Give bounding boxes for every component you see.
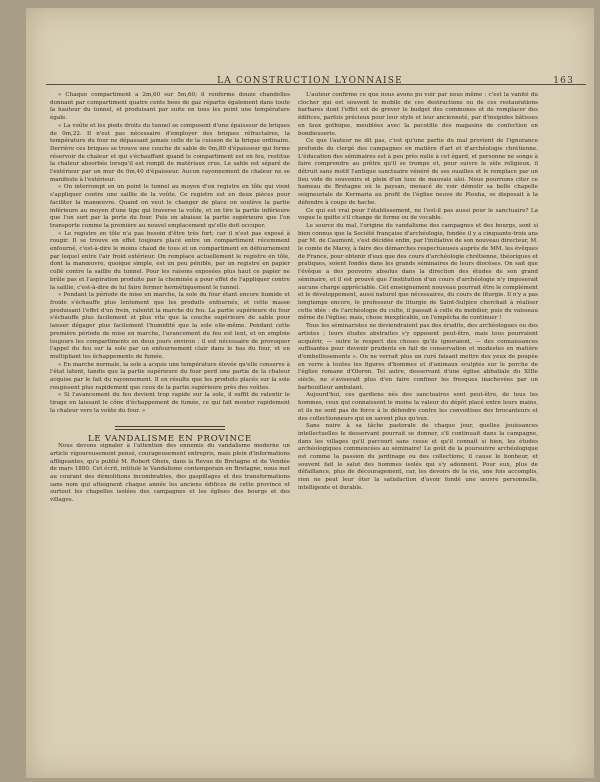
section-divider (115, 426, 225, 430)
right-column (298, 92, 538, 493)
paragraph: « En marche normale, la sole a acquis une température élevée qu'elle conserve à l'état latent, tandis que la partie supérieure du four perd une partie de la chaleur acquise par le fait du rayonnement. Il en résulte que les produits placés sur la sole rougissent plus rapidement que ceux de la partie supérieure près des voûtes. (50, 361, 290, 391)
page-header (46, 76, 574, 90)
section-title: LE VANDALISME EN PROVINCE (87, 433, 252, 444)
paragraph: « La voûte et les pieds droits du tunnel se composent d'une épaisseur de briques de 0m,22. Il n'est pas nécessaire d'employer des briques réfractaires, la température du four ne dépassant jamais celle de la cuisson de la brique ordinaire. Derrière ces briques se trouve une couche de sable de 0m,80 d'épaisseur qui forme réservoir de chaleur et qui s'échauffant quand le compartiment est en feu, restitue la chaleur absorbée lorsqu'il est rempli de matériaux crus. Le sable est séparé de l'extérieur par un mur de 0m,40 d'épaisseur. Aucun rayonnement de chaleur ne se manifeste à l'extérieur. (50, 122, 290, 183)
page-number: 163 (553, 76, 574, 86)
paragraph: Ce que l'auteur ne dit pas, c'est qu'une partie du mal provient de l'ignorance profonde du clergé des campagnes en matière d'art et d'archéologie chrétienne. L'éducation des séminaires est à peu près nulle à cet égard, et personne ne songe à faire comprendre au prêtre qu'il se trompe et, pour suivre le zèle religieux, il détruit sans motif l'antique sanctuaire vénéré de ses ouailles et le remplace par un lieu vide de souvenirs et plein d'un luxe de mauvais aloi. Nous pourrions citer ce hameau de Bretagne où le paysan, menacé de voir démolir sa belle chapelle seigneuriale de Kermaria au profit de l'église neuve de Plouha, se disposait à la défendre à coups de hache. (298, 138, 538, 206)
paragraph: « Si l'avancement du feu devient trop rapide sur la sole, il suffit de ralentir le tirage en laissant le cône d'échappement de fumée, ce qui fait monter rapidement la chaleur vers la voûte du four. » (50, 392, 290, 414)
paragraph: Nous devons signaler à l'attention des ennemis du vandalisme moderne un article vigoureusement pensé, courageusement entrepris, mais plein d'informations affligeantes, qu'a publié M. Robert Oheix, dans la Revue de Bretagne et de Vendée de mars 1880. Cet écrit, intitulé le Vandalisme contemporain en Bretagne, nous met au courant des démolitions incombrables, des gaspillages et des transformations sans nom qui atteignent chaque année les anciens édifices de cette province et surtout les chapelles isolées des campagnes et les églises des bourgs et des villages. (50, 443, 290, 504)
paragraph: Aujourd'hui, ces gardiens nés des sanctuaires sont peut-être, de tous les hommes, ceux qui connaissent le moins la valeur du dépôt placé entre leurs mains, et ils ne sont pas de force à le défendre contre les convoitises des brocanteurs et des collectionneurs qui en savent plus qu'eux. (298, 392, 538, 422)
paragraph: Ce qui est vrai pour l'établissement, ne l'est-il pas aussi pour le sanctuaire? La vogue le quitte s'il change de forme ou de vocable. (298, 207, 538, 222)
left-column (50, 92, 290, 505)
paragraph: « Chaque compartiment a 2m,60 sur 5m,60; il renferme douze chandelles donnant par compartiment quatre cents bees de gaz répartis également dans toute la hauteur du tunnel, et produisant par suite en tous les point une température égale. (50, 92, 290, 122)
paragraph: Le source du mal, l'origine du vandalisme des campagnes et des bourgs, sont si bien connus que la Société française d'archéologie, fondée il y a cinquante-trois ans par M. de Caumont, s'est décidée enfin, par l'initiative de son nouveau directeur, M. le comte de Marsy, à faire des démarches respectueuses auprès de MM. les évêques de France, pour obtenir d'eux que des cours d'archéologie chrétienne, théoriques et pratiques, soient fondés dans les grands séminaires de leurs diocèses. On sait que l'évêque a des pouvoirs absolus dans la direction des études de son grand séminaire, et il est prouvé que l'institution d'un cours d'archéologie n'y imposerait aucune charge appréciable. Cet enseignement nouveau pourrait être le complément et le développement, aussi naturel que nécessaires, du cours de liturgie. Il n'y a pas longtemps encore, le professeur de liturgie de Saint-Sulpice cherchait à réaliser cette idée : de l'archéologie du culte, il passait à celle du mobilier, puis du vaisseau même de l'église; mais, chose inexplicable, on l'empêcha de continuer ! (298, 222, 538, 322)
header-rule (46, 84, 586, 85)
paragraph: Sans nuire à sa tâche pastorale de chaque jour, quelles jouissances intellectuelles le desservant pourrait se donner, s'il continuait dans la campagne, dans les villages qu'il parcourt sans cesse et qu'il connaît si bien, les études archéologiques commencées au séminaire! Le goût de la poursuivre archéologique est comme la passion du jardinage ou des collections; il cause le bonheur, et souvent fait le salut des hommes isolés qui s'y adonnent. Pour eux, plus de défaillance, plus de découragement, car, les devoirs de la vie, une fois accomplis, rien ne peut leur ôter la satisfaction d'avoir fondé une œuvre personnelle, intelligente et durable. (298, 423, 538, 491)
journal-title: LA CONSTRUCTION LYONNAISE (217, 76, 403, 86)
paragraph: « Pendant la période de mise en marche, la sole du four étant encore humide et froide s'échauffe plus lentement que les produits enfournés, et cette masse produisant l'effet d'un frein, ralentit la marche du feu. La partie supérieure du four s'échauffe plus facilement et plus vite que la couche supérieure de sable pour laisser dégager plus facilement l'humidité que la sole elle-même. Pendant cette première période de mise en marche, l'avancement du feu est lent, et on emploie toujours les compartiments en deux jours environ : il est nécessaire de provoquer l'appel du feu sur la sole par un enfournement clair dans le bas du four, et en multipliant les échappements de fumée. (50, 292, 290, 360)
paragraph: Tous les séminaristes ne deviendraient pas des érudits, des archéologues ou des artistes ; leurs études abstraites s'y opposent peut-être, mais tous pourraient acquérir, — outre le respect des choses qu'ils ignoraient, — des connaissances suffisantes pour devenir prudents en fait de conservation et modestes en matière d'embellissements ». On ne verrait plus un curé faisant mettre des yeux de poupée en verre à toutes les figures d'hommes et d'animaux sculptés sur le porche de l'église romane d'Oloron. Tel autre, desservant d'une église abbatiale du XIIIe siècle, ne s'aviserait plus d'en faire confiner les fresques inachevées par un barbouilleur ambulant. (298, 323, 538, 391)
paragraph: « On interrompt en un point le tunnel au moyen d'un registre en tôle qui vient s'appliquer contre une saillie de la voûte. Ce registre est en deux pièces pour faciliter la manœuvre. Quand on veut le changer de place on soulève la partie inférieure au moyen d'une tige qui traverse la voûte, et on tire la partie inférieure que l'on sort par la porte du four. Puis on abaisse la partie supérieure que l'on transporte comme la première au nouvel emplacement qu'elle doit occuper. (50, 184, 290, 229)
paragraph: L'auteur confirme ce que nous avons pu voir par nous même : c'est la vanité du clocher qui est souvent le mobile de ces destructions ou de ces restaurations barbares dont l'effet est de grever le budget des communes et de remplacer des édifices, parfois précieux pour leur style et leur ancienneté, par d'insipides bâtisses en faux gothique, meublées avec la pacotille des magasins de confection en bondieuserie. (298, 92, 538, 137)
paragraph: « Le registre en tôle n'a pas besoin d'être très fort; car il n'est pas exposé à rougir. Il se trouve en effet toujours placé entre un compartiment récemment enfourné, c'est-à-dire le moins chaud de tous et un compartiment en défournement par lequel entre l'air froid extérieur. On remplace actuellement le registre en tôle, dont la manœuvre, quoique simple, est un peu pénible, par un registre en papier collé contre la saillie du tunnel. Pour les raisons exposées plus haut ce papier ne brûle pas et l'aspiration produite par la cheminée a pour effet de l'appliquer contre la saillie, c'est-à-dire de lui faire fermer hermétiquement le tunnel. (50, 230, 290, 291)
